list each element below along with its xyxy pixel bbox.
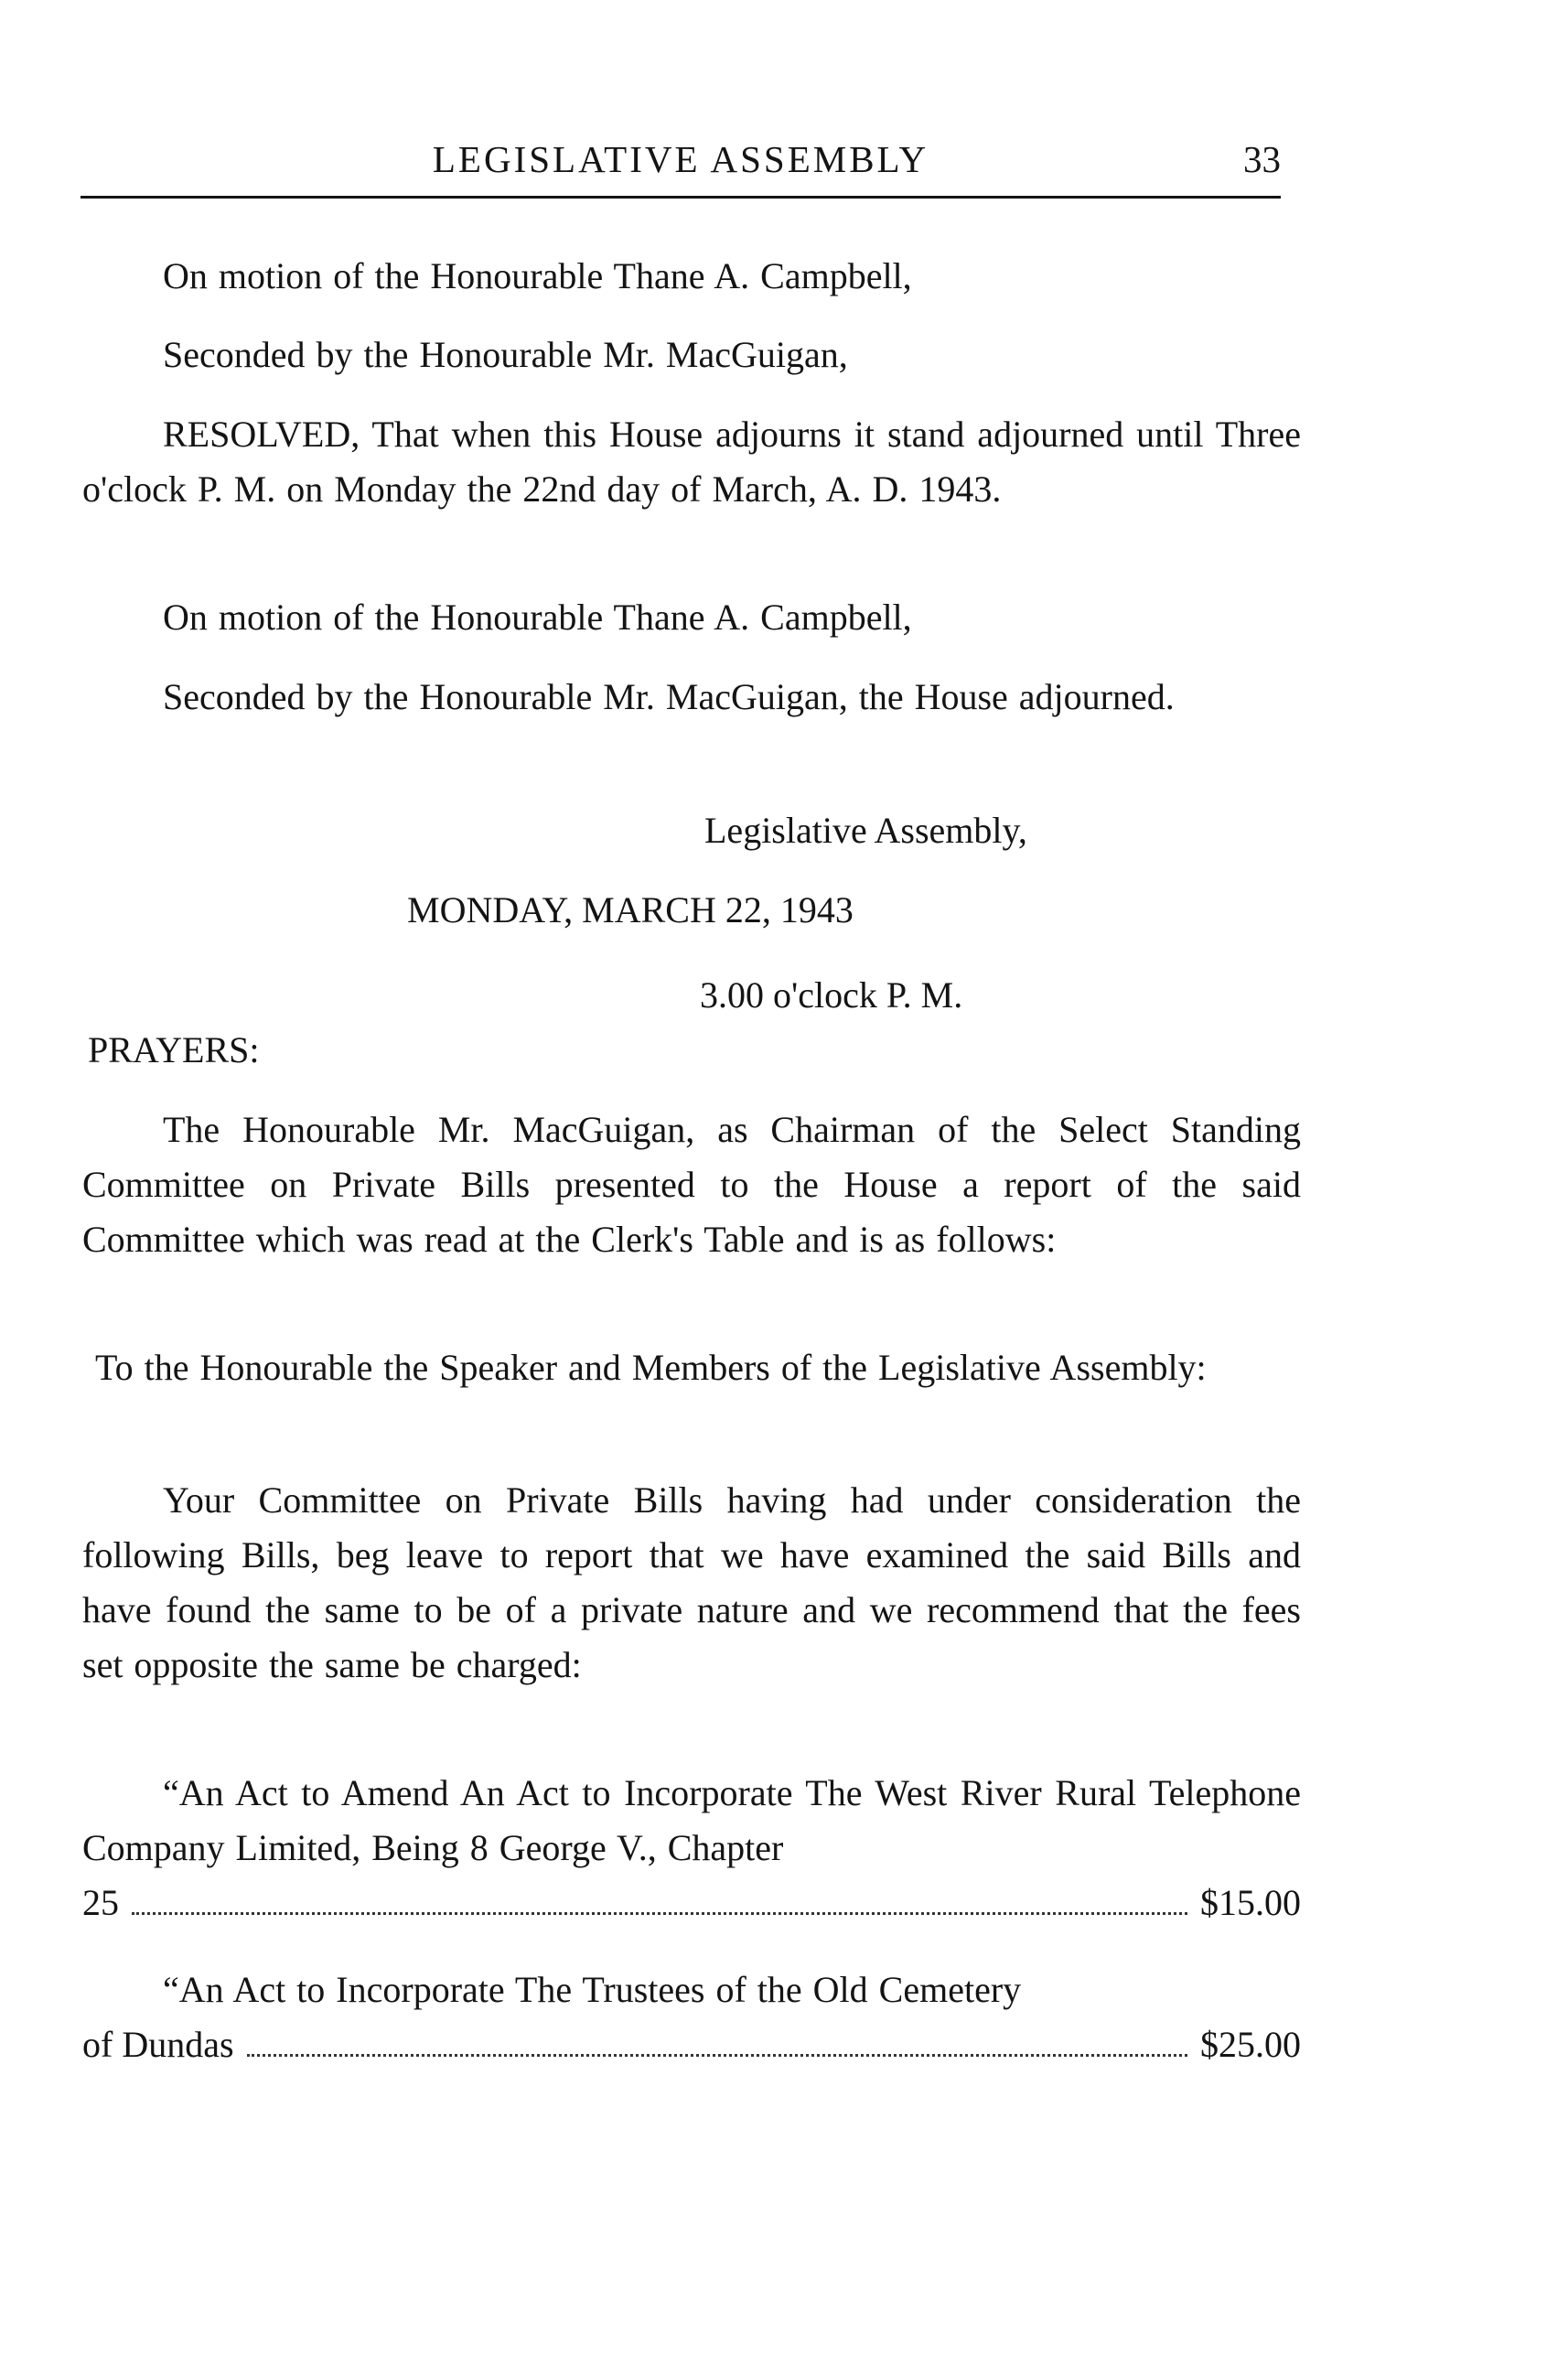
- resolution-paragraph: RESOLVED, That when this House adjourns it stand adjourned until Three o'clock P. M. on Monday the 22nd day of March, A. D. 1943.: [82, 414, 1301, 510]
- dot-leader: [132, 1912, 1187, 1915]
- prayers-heading: PRAYERS:: [88, 1029, 260, 1070]
- bill-1-chapter: 25: [82, 1882, 119, 1923]
- motion-paragraph: On motion of the Honourable Thane A. Campbell,: [163, 255, 912, 296]
- running-title: LEGISLATIVE ASSEMBLY: [432, 138, 929, 180]
- bill-1-fee: $15.00: [1200, 1882, 1301, 1923]
- bill-2-fee: $25.00: [1200, 2024, 1301, 2065]
- motion-paragraph-2: On motion of the Honourable Thane A. Campbell,: [163, 597, 912, 638]
- dot-leader: [247, 2054, 1187, 2057]
- session-time: 3.00 o'clock P. M.: [700, 974, 963, 1016]
- report-body: Your Committee on Private Bills having had under consideration the following Bills, beg leave to report that we have examined the said Bills and have found the same to be of a private nature and we recommend that the fees set opposite the same be charged:: [82, 1479, 1301, 1685]
- report-address: To the Honourable the Speaker and Members of the Legislative Assembly:: [95, 1347, 1207, 1388]
- session-date: MONDAY, MARCH 22, 1943: [407, 889, 854, 930]
- running-head: [81, 137, 1281, 194]
- bill-2-title: “An Act to Incorporate The Trustees of the Old Cemetery: [163, 1969, 1022, 2010]
- bill-1-fee-line: [82, 1876, 1301, 1930]
- header-rule: [81, 196, 1281, 199]
- bill-2-name-end: of Dundas: [82, 2024, 234, 2065]
- session-place: Legislative Assembly,: [704, 810, 1027, 851]
- adjournment-paragraph: Seconded by the Honourable Mr. MacGuigan, the House adjourned.: [163, 676, 1175, 717]
- page-number: 33: [1243, 138, 1281, 180]
- report-intro: The Honourable Mr. MacGuigan, as Chairman of the Select Standing Committee on Private Bills presented to the House a report of the said Committee which was read at the Clerk's Table and is as follows:: [82, 1109, 1301, 1260]
- bill-1-title: “An Act to Amend An Act to Incorporate The West River Rural Telephone Company Limited, Being 8 George V., Chapter: [82, 1772, 1301, 1868]
- bill-2-fee-line: [82, 2017, 1301, 2072]
- seconded-paragraph: Seconded by the Honourable Mr. MacGuigan,: [163, 334, 848, 375]
